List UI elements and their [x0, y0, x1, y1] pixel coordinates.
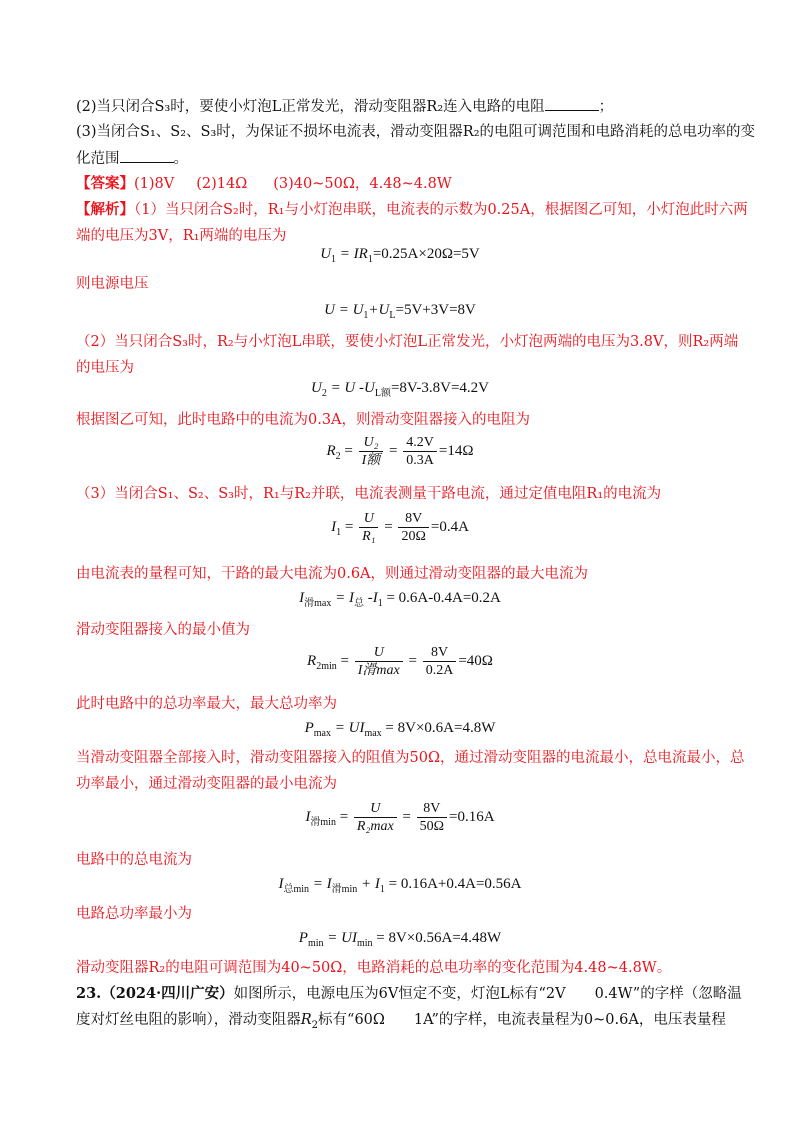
- question-23-line-2: 度对灯丝电阻的影响），滑动变阻器$R_2$标有“60Ω 1A”的字样，电流表量程为0~0.6A，电压表量程: [76, 1012, 726, 1031]
- equation-8: $P_{max} = UI_{max} = 8V\times 0.6A=4.8W$: [304, 720, 496, 739]
- text-current-03: 根据图乙可知，此时电路中的电流为0.3A，则滑动变阻器接入的电阻为: [76, 412, 531, 428]
- equation-5: $I_1$ = $\frac{U}{\text{R₁}}$ = $\frac{8V}{20\Omega}$ =0.4A: [331, 511, 469, 544]
- answer-3: (3)40~50Ω，4.48~4.8W: [273, 176, 452, 192]
- conclusion: 滑动变阻器R₂的电阻可调范围为40~50Ω，电路消耗的总电功率的变化范围为4.48~4.8W。: [76, 960, 672, 976]
- text-max-power: 此时电路中的总功率最大，最大总功率为: [76, 696, 337, 712]
- analysis-p2-line-1: （2）当只闭合S₃时，R₂与小灯泡L串联，要使小灯泡L正常发光，小灯泡两端的电压为3.8V，则R₂两端: [76, 334, 739, 350]
- analysis-p2-line-2: 的电压为: [76, 360, 134, 376]
- question-source: （2024·四川广安）: [101, 985, 234, 1002]
- question-number: 23.: [76, 985, 102, 1002]
- text-min-resistance: 滑动变阻器接入的最小值为: [76, 622, 250, 638]
- analysis-label: 【解析】: [76, 201, 134, 218]
- question-2: (2)当只闭合S₃时，要使小灯泡L正常发光，滑动变阻器R₂连入电路的电阻 ；: [76, 96, 613, 117]
- equation-2: $U = U_1+U_L=5V+3V=8V$: [324, 302, 476, 321]
- question-2-text: (2)当只闭合S₃时，要使小灯泡L正常发光，滑动变阻器R₂连入电路的电阻: [76, 99, 545, 115]
- text-source-voltage: 则电源电压: [76, 276, 149, 292]
- answer-2: (2)14Ω: [196, 176, 248, 192]
- analysis-p4-line-1: 当滑动变阻器全部接入时，滑动变阻器接入的阻值为50Ω，通过滑动变阻器的电流最小，总电流最小，总: [76, 750, 745, 766]
- equation-4: $R_2$ = $\frac{\text{U₂}}{\text{I额}}$ = $\frac{4.2V}{0.3A}$ =14Ω: [326, 435, 474, 468]
- analysis-p4-line-2: 功率最小，通过滑动变阻器的最小电流为: [76, 776, 337, 792]
- answer-blank: [545, 96, 599, 111]
- equation-11: $P_{min} = UI_{min} = 8V\times 0.56A=4.48W$: [298, 930, 502, 949]
- answer-1: (1)8V: [134, 176, 175, 192]
- analysis-p1-line-1: 【解析】（1）当只闭合S₂时，R₁与小灯泡串联，电流表的示数为0.25A，根据图乙可知，小灯泡此时六两: [76, 201, 748, 218]
- equation-7: $R_{2min}$ = $\frac{U}{\text{I滑max}}$ = $\frac{8V}{0.2A}$ =40Ω: [307, 645, 493, 678]
- question-3-line-2: 化范围 。: [76, 148, 188, 169]
- answer-blank: [120, 148, 174, 163]
- analysis-p1-line-2: 端的电压为3V，R₁两端的电压为: [76, 228, 287, 244]
- text-ammeter-range: 由电流表的量程可知，干路的最大电流为0.6A，则通过滑动变阻器的最大电流为: [76, 566, 589, 582]
- analysis-p3-line-1: （3）当闭合S₁、S₂、S₃时，R₁与R₂并联，电流表测量干路电流，通过定值电阻R₁的电流为: [76, 486, 662, 502]
- equation-9: $I_{滑min}$ = $\frac{U}{\text{R₂max}}$ = $\frac{8V}{50\Omega}$ =0.16A: [305, 801, 495, 834]
- question-23-line-1: 23.（2024·四川广安）如图所示，电源电压为6V恒定不变，灯泡L标有“2V 0.4W”的字样（忽略温: [76, 985, 742, 1002]
- answer-line: [76, 174, 452, 194]
- text-min-power: 电路总功率最小为: [76, 906, 192, 922]
- equation-1: $U_1 = IR_1=0.25A\times 20\Omega=5V$: [320, 246, 480, 265]
- equation-3: $U_2 = U$ $-U_{L额}=8V-3.8V=4.2V$: [310, 380, 490, 399]
- equation-6: $I_{滑max} = I_总$ $-I_1 = 0.6A-0.4A=0.2A$: [299, 590, 501, 609]
- equation-10: $I_{总min} = I_{滑min} + I_1 = 0.16A+0.4A=0.56A$: [278, 876, 522, 895]
- question-3-line-1: (3)当闭合S₁、S₂、S₃时，为保证不损坏电流表，滑动变阻器R₂的电阻可调范围和电路消耗的总电功率的变: [76, 124, 756, 140]
- text-total-current: 电路中的总电流为: [76, 852, 192, 868]
- answer-label: 【答案】: [76, 175, 134, 192]
